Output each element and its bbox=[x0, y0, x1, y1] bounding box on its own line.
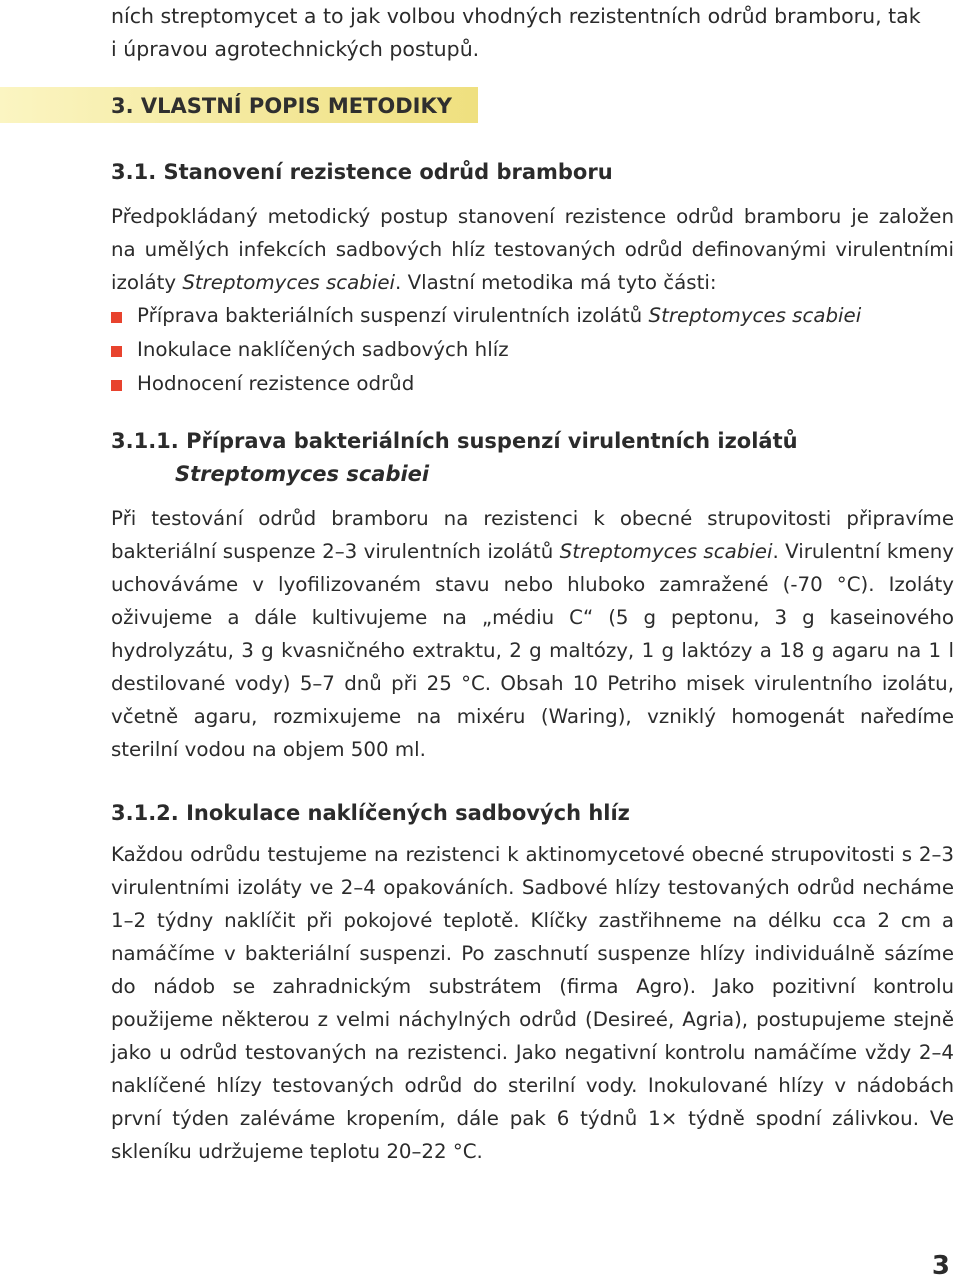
subsection-3-1-1-title bbox=[111, 425, 798, 491]
para-italic-species: Streptomyces scabiei bbox=[182, 271, 396, 294]
list-item bbox=[111, 299, 861, 333]
intro-text bbox=[111, 0, 960, 66]
section-heading: 3. VLASTNÍ POPIS METODIKY bbox=[111, 94, 452, 118]
para-text: Při testování odrůd bramboru na rezistenci k obecné strupovitosti připravíme bakteriální suspenze 2–3 virulentních izolátů bbox=[111, 507, 954, 563]
subsection-3-1-paragraph bbox=[111, 200, 954, 299]
para-text: . Virulentní kmeny uchováváme v lyofilizovaném stavu nebo hluboko zamražené (-70 °C). Izoláty oživujeme a dále kultivujeme na „médiu C“ (5 g peptonu, 3 g kaseinového hydrolyzátu, 3 g kvasničného extraktu, 2 g maltózy, 1 g laktózy a 18 g agaru na 1 l destilované vody) 5–7 dnů při 25 °C. Obsah 10 Petriho misek virulentního izolátu, včetně agaru, rozmixujeme na mixéru (Waring), vzniklý homogenát naředíme sterilní vodou na objem 500 ml. bbox=[111, 540, 954, 761]
subsection-3-1-title: 3.1. Stanovení rezistence odrůd bramboru bbox=[111, 160, 613, 184]
bullet-square-icon bbox=[111, 380, 122, 391]
list-item bbox=[111, 333, 861, 367]
para-text: Předpokládaný metodický postup stanovení rezistence odrůd bramboru je založen na umělých infekcích sadbových hlíz testovaných odrůd definovanými virulentními izoláty bbox=[111, 205, 954, 294]
page-number: 3 bbox=[931, 1251, 950, 1281]
subsection-3-1-1-title-line2: Streptomyces scabiei bbox=[175, 462, 430, 486]
para-text: . Vlastní metodika má tyto části: bbox=[395, 271, 717, 294]
method-parts-list bbox=[111, 299, 861, 401]
list-item-italic: Streptomyces scabiei bbox=[648, 304, 862, 327]
list-item-text: Inokulace naklíčených sadbových hlíz bbox=[137, 338, 509, 361]
subsection-3-1-1-paragraph bbox=[111, 502, 954, 766]
subsection-3-1-2-title: 3.1.2. Inokulace naklíčených sadbových hlíz bbox=[111, 801, 630, 825]
list-item bbox=[111, 367, 861, 401]
list-item-text: Hodnocení rezistence odrůd bbox=[137, 372, 415, 395]
subsection-3-1-1-title-line1: 3.1.1. Příprava bakteriálních suspenzí virulentních izolátů bbox=[111, 429, 798, 453]
bullet-square-icon bbox=[111, 346, 122, 357]
bullet-square-icon bbox=[111, 312, 122, 323]
list-item-text: Příprava bakteriálních suspenzí virulentních izolátů bbox=[137, 304, 649, 327]
intro-line-2: i úpravou agrotechnických postupů. bbox=[111, 37, 480, 61]
para-italic-species: Streptomyces scabiei bbox=[559, 540, 773, 563]
subsection-3-1-2-paragraph: Každou odrůdu testujeme na rezistenci k aktinomycetové obecné strupovitosti s 2–3 virulentními izoláty ve 2–4 opakováních. Sadbové hlízy testovaných odrůd necháme 1–2 týdny naklíčit při pokojové teplotě. Klíčky zastřihneme na délku cca 2 cm a namáčíme v bakteriální suspenzi. Po zaschnutí suspenze hlízy individuálně sázíme do nádob se zahradnickým substrátem (firma Agro). Jako pozitivní kontrolu použijeme některou z velmi náchylných odrůd (Desireé, Agria), postupujeme stejně jako u odrůd testovaných na rezistenci. Jako negativní kontrolu namáčíme vždy 2–4 naklíčené hlízy testovaných odrůd do sterilní vody. Inokulované hlízy v nádobách první týden zaléváme kropením, dále pak 6 týdnů 1× týdně spodní zálivkou. Ve skleníku udržujeme teplotu 20–22 °C. bbox=[111, 843, 954, 1163]
intro-line-1: ních streptomycet a to jak volbou vhodných rezistentních odrůd bramboru, tak bbox=[111, 4, 921, 28]
